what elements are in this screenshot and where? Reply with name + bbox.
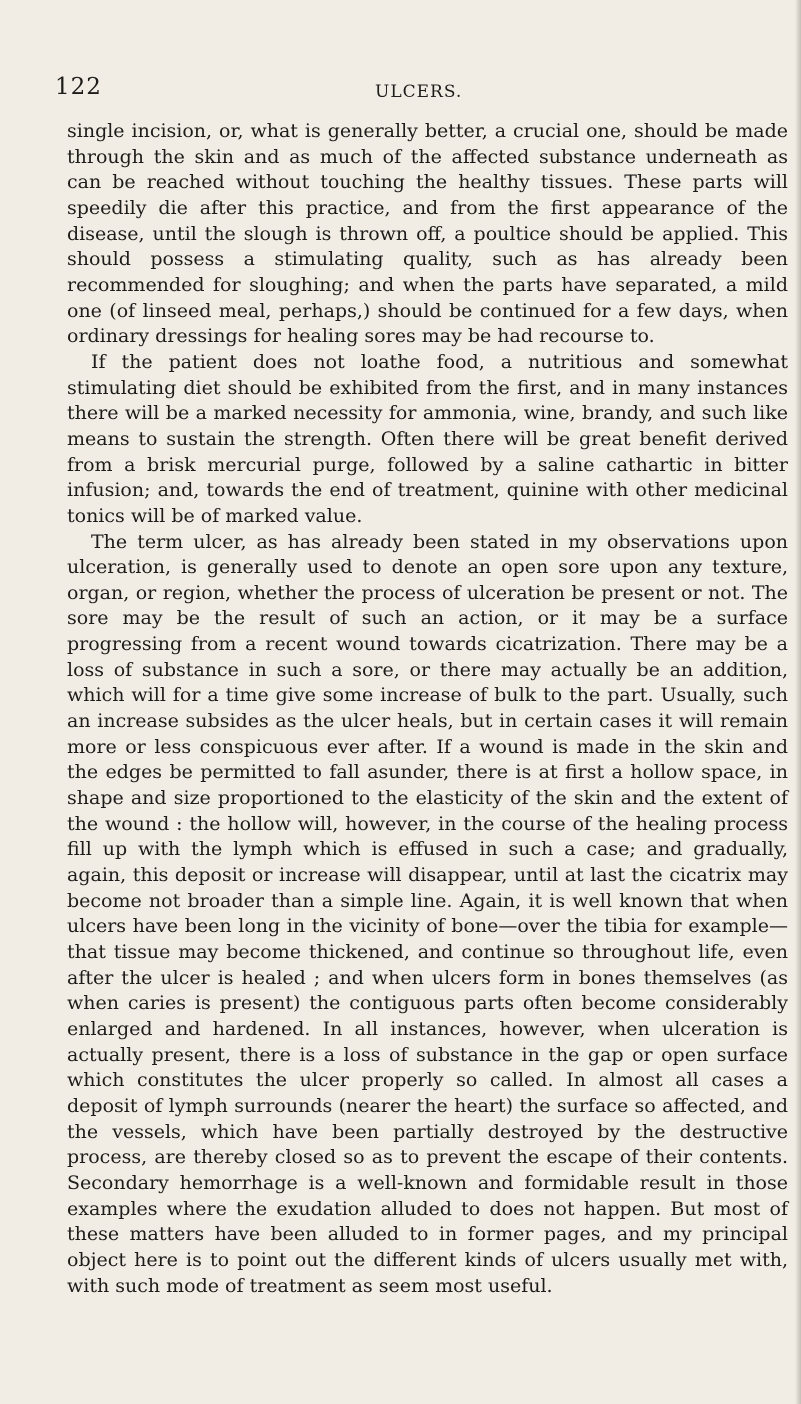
page-edge-shadow (795, 0, 801, 1404)
paragraph-term-ulcer: The term ulcer, as has already been stated in my observations upon ulceration, is generally used to denote an open sore upon any texture, organ, or region, whether the process of ulceration be present or not. The sore may be the result of such an action, or it may be a surface progressing from a recent wound towards cicatrization. There may be a loss of substance in such a sore, or there may actually be an addition, which will for a time give some increase of bulk to the part. Usually, such an increase subsides as the ulcer heals, but in certain cases it will remain more or less conspicuous ever after. If a wound is made in the skin and the edges be permitted to fall asunder, there is at first a hollow space, in shape and size proportioned to the elasticity of the skin and the extent of the wound : the hollow will, however, in the course of the healing process fill up with the lymph which is effused in such a case; and gradually, again, this deposit or increase will disappear, until at last the cicatrix may become not broader than a simple line. Again, it is well known that when ulcers have been long in the vicinity of bone—over the tibia for example—that tissue may become thickened, and continue so throughout life, even after the ulcer is healed ; and when ulcers form in bones themselves (as when caries is present) the contiguous parts often become considerably enlarged and hardened. In all instances, however, when ulceration is actually present, there is a loss of substance in the gap or open surface which constitutes the ulcer properly so called. In almost all cases a deposit of lymph surrounds (nearer the heart) the surface so affected, and the vessels, which have been partially destroyed by the destructive process, are thereby closed so as to prevent the escape of their contents. Secondary hemorrhage is a well-known and formidable result in those examples where the exudation alluded to does not happen. But most of these matters have been alluded to in former pages, and my principal object here is to point out the different kinds of ulcers usually met with, with such mode of treatment as seem most useful. (67, 530, 788, 1297)
page-number: 122 (55, 74, 102, 100)
running-title: ULCERS. (375, 82, 463, 102)
paragraph-diet: If the patient does not loathe food, a nutritious and somewhat stimulating diet should be exhibited from the first, and in many instances there will be a marked necessity for ammonia, wine, brandy, and such like means to sustain the strength. Often there will be great benefit derived from a brisk mercurial purge, followed by a saline cathartic in bitter infusion; and, towards the end of treatment, quinine with other medicinal tonics will be of marked value. (67, 350, 788, 527)
running-head (0, 0, 801, 110)
body-text (67, 119, 788, 1299)
paragraph-continuation: single incision, or, what is generally better, a crucial one, should be made through the skin and as much of the affected substance underneath as can be reached without touching the healthy tissues. These parts will speedily die after this practice, and from the first appearance of the disease, until the slough is thrown off, a poultice should be applied. This should possess a stimulating quality, such as has already been recommended for sloughing; and when the parts have separated, a mild one (of linseed meal, perhaps,) should be continued for a few days, when ordinary dressings for healing sores may be had recourse to. (67, 120, 788, 348)
